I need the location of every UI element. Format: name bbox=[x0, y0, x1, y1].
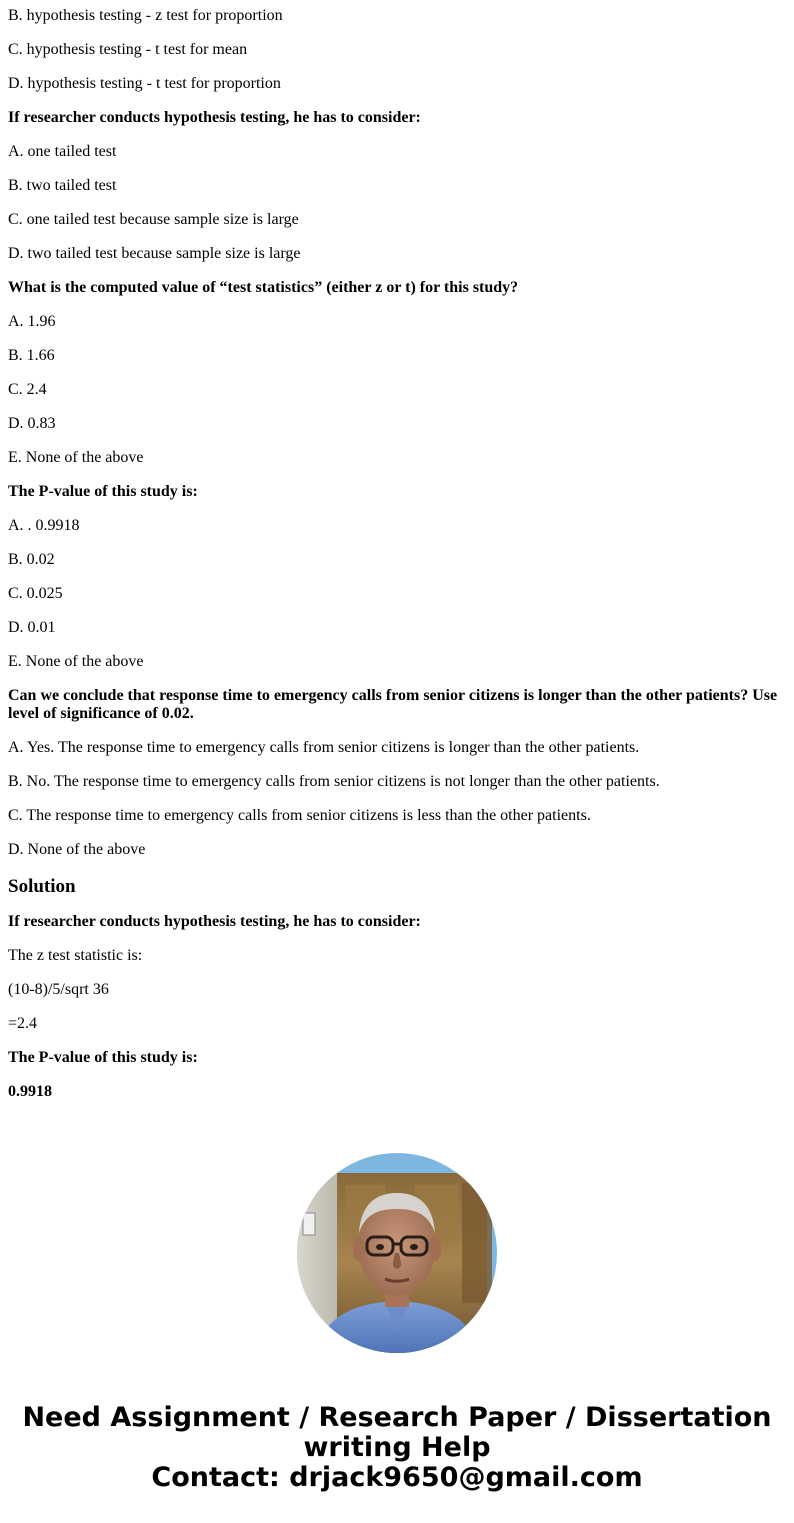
question-text: If researcher conducts hypothesis testing, he has to consider: bbox=[8, 913, 421, 930]
answer-option: The z test statistic is: bbox=[8, 947, 143, 964]
portrait-image bbox=[297, 1153, 497, 1353]
question-list bbox=[8, 7, 786, 859]
answer-option: C. 0.025 bbox=[8, 585, 63, 602]
answer-option: (10-8)/5/sqrt 36 bbox=[8, 981, 109, 998]
answer-option: D. None of the above bbox=[8, 841, 146, 858]
solution-heading: Solution bbox=[8, 876, 76, 897]
answer-option: A. Yes. The response time to emergency calls from senior citizens is longer than the other patients. bbox=[8, 739, 640, 756]
answer-option: C. one tailed test because sample size is large bbox=[8, 211, 299, 228]
answer-option: A. . 0.9918 bbox=[8, 517, 80, 534]
answer-option: D. 0.83 bbox=[8, 415, 56, 432]
answer-option: D. hypothesis testing - t test for proportion bbox=[8, 75, 281, 92]
answer-option: E. None of the above bbox=[8, 449, 144, 466]
question-text: The P-value of this study is: bbox=[8, 483, 198, 500]
answer-option: C. hypothesis testing - t test for mean bbox=[8, 41, 248, 58]
banner-line-2: writing Help bbox=[303, 1432, 491, 1463]
answer-option: E. None of the above bbox=[8, 653, 144, 670]
answer-option: =2.4 bbox=[8, 1015, 38, 1032]
answer-option: B. No. The response time to emergency calls from senior citizens is not longer than the other patients. bbox=[8, 773, 660, 790]
answer-option: C. 2.4 bbox=[8, 381, 47, 398]
answer-option: C. The response time to emergency calls from senior citizens is less than the other patients. bbox=[8, 807, 591, 824]
banner-contact-line: Contact: drjack9650@gmail.com bbox=[151, 1462, 643, 1493]
author-avatar bbox=[297, 1153, 497, 1353]
question-text: 0.9918 bbox=[8, 1083, 52, 1100]
document-body bbox=[8, 0, 786, 1117]
banner-line-1: Need Assignment / Research Paper / Dissertation bbox=[22, 1402, 772, 1433]
answer-option: D. 0.01 bbox=[8, 619, 56, 636]
answer-option: D. two tailed test because sample size is large bbox=[8, 245, 301, 262]
answer-option: B. 1.66 bbox=[8, 347, 55, 364]
answer-option: B. two tailed test bbox=[8, 177, 117, 194]
question-text: If researcher conducts hypothesis testing, he has to consider: bbox=[8, 109, 421, 126]
question-text: What is the computed value of “test statistics” (either z or t) for this study? bbox=[8, 279, 519, 296]
answer-option: A. 1.96 bbox=[8, 313, 56, 330]
solution-list bbox=[8, 913, 786, 1101]
question-text: The P-value of this study is: bbox=[8, 1049, 198, 1066]
answer-option: A. one tailed test bbox=[8, 143, 117, 160]
question-text: Can we conclude that response time to emergency calls from senior citizens is longer than the other patients? Use level of significance of 0.02. bbox=[8, 687, 778, 722]
contact-banner bbox=[0, 1403, 794, 1493]
answer-option: B. 0.02 bbox=[8, 551, 55, 568]
answer-option: B. hypothesis testing - z test for proportion bbox=[8, 7, 283, 24]
